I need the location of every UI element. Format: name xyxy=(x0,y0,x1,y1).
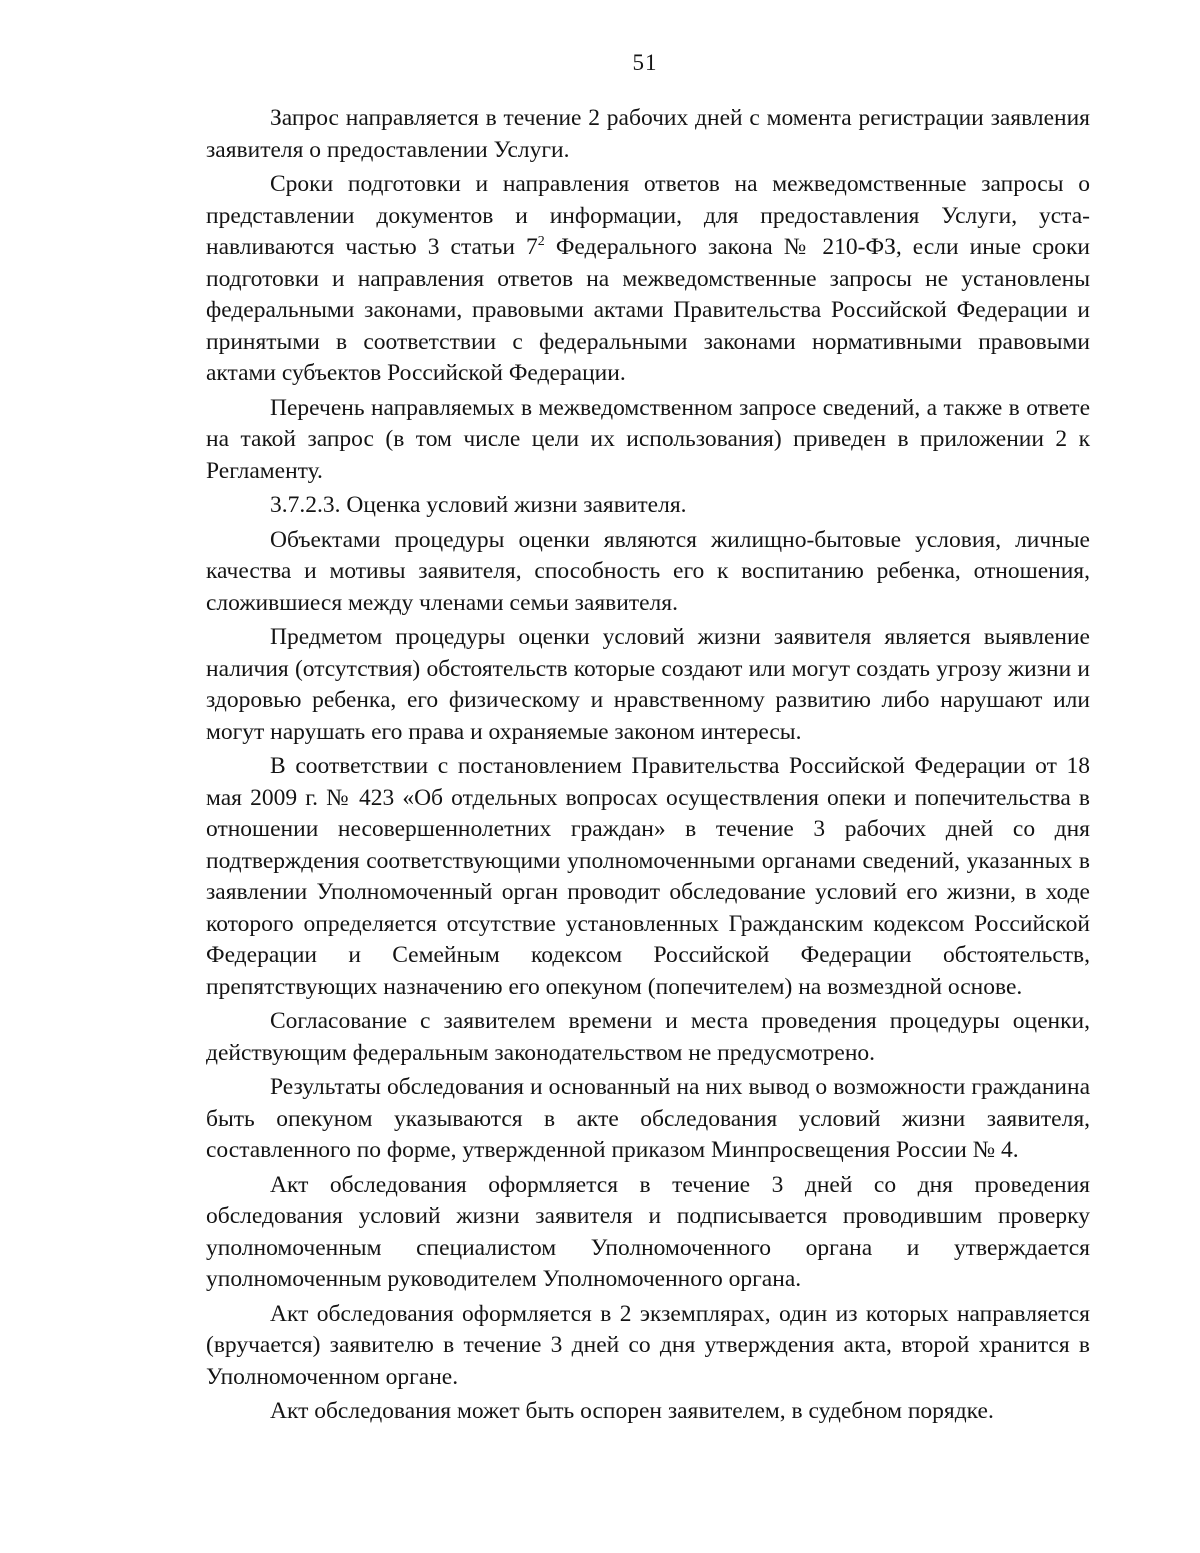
paragraph-act-copies: Акт обследования оформляется в 2 экземплярах, один из которых направляется (вручается) заявителю в течение 3 дней со дня утверждения акта, второй хранится в Уполномоченном органе. xyxy=(206,1300,1090,1390)
section-heading-living-conditions: 3.7.2.3. Оценка условий жизни заявителя. xyxy=(270,492,687,518)
paragraph-response-terms-end: Федерального закона № 210-ФЗ, если иные сроки подготовки и направления ответов на межведомственные запросы не установлены федеральными законами, правовыми актами Правительства Российской Федерации и принятыми в соответствии с федеральными законами нормативными правовыми актами субъектов Российской Федерации. xyxy=(206,234,1090,386)
paragraph-assessment-subject: Предметом процедуры оценки условий жизни заявителя является выявление наличия (отсутствия) обстоятельств которые создают или могут создать угрозу жизни и здоровью ребенка, его физическому и нравственному развитию либо нарушают или могут нарушать его права и охраняемые законом интересы. xyxy=(206,624,1090,745)
paragraph-government-decree: В соответствии с постановлением Правительства Российской Федерации от 18 мая 2009 г. № 423 «Об отдельных вопросах осуществления опеки и попечительства в отношении несовершеннолетних граждан» в течение 3 рабочих дней со дня подтверждения соответствующими уполномоченными органами сведений, указанных в заявлении Уполномоченный орган проводит обследование условий его жизни, в ходе которого определяется отсутствие установленных Гражданским кодексом Российской Федерации и Семейным кодексом Российской Федерации обстоятельств, препятствующих назначению его опекуном (попечителем) на возмездной основе. xyxy=(206,753,1090,1000)
paragraph-response-terms xyxy=(206,169,1090,390)
paragraph-inspection-results: Результаты обследования и основанный на них вывод о возможности гражданина быть опекуном указываются в акте обследования условий жизни заявителя, составленного по форме, утвержденной приказом Минпросвещения России № 4. xyxy=(206,1074,1090,1163)
paragraph-scheduling: Согласование с заявителем времени и места проведения процедуры оценки, действующим федеральным законодательством не предусмотрено. xyxy=(206,1008,1090,1066)
paragraph-assessment-objects: Объектами процедуры оценки являются жилищно-бытовые условия, личные качества и мотивы заявителя, способность его к воспитанию ребенка, отношения, сложившиеся между членами семьи заявителя. xyxy=(206,526,1090,616)
paragraph-act-signing: Акт обследования оформляется в течение 3 дней со дня проведения обследования условий жизни заявителя и подписывается проводившим проверку уполномоченным специалистом Уполномоченного органа и утверждается уполномоченным руководителем Уполномоченного органа. xyxy=(206,1171,1090,1292)
superscript-article-index: 2 xyxy=(537,234,545,249)
paragraph-request-deadline: Запрос направляется в течение 2 рабочих дней с момента регистрации заявления заявителя о предоставлении Услуги. xyxy=(206,105,1090,163)
page-number: 51 xyxy=(632,50,658,75)
paragraph-request-contents: Перечень направляемых в межведомственном запросе сведений, а также в ответе на такой запрос (в том числе цели их использования) приведен в приложении 2 к Регламенту. xyxy=(206,394,1090,484)
document-body xyxy=(206,103,1090,1431)
paragraph-response-terms-start: Сроки подготовки и направления ответов на межведомственные запросы о представлении документов и информации, для предоставления Услуги, устанавливаются частью 3 статьи 7 xyxy=(206,171,1090,260)
paragraph-act-appeal: Акт обследования может быть оспорен заявителем, в судебном порядке. xyxy=(270,1398,994,1424)
